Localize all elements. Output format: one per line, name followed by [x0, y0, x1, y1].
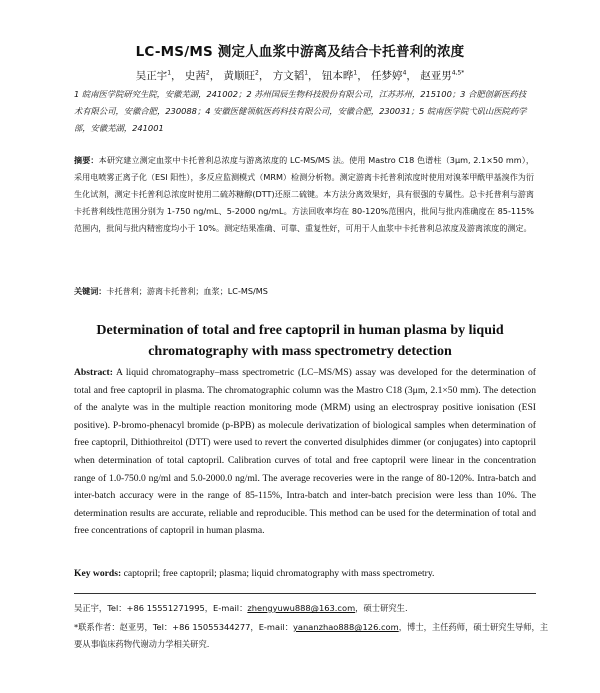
corresponding-author-email-link[interactable]: yananzhao888@126.com: [293, 622, 399, 632]
english-keywords: [74, 568, 536, 579]
english-keywords-label: Key words:: [74, 568, 122, 579]
affiliations: 1 皖南医学院研究生院，安徽芜湖，241002；2 苏州国辰生物科技股份有限公司，江苏苏州，215100；3 合肥创新医药技术有限公司，安徽合肥，230088；4 安徽医健领航医药科技有限公司，安徽合肥，230031；5 皖南医学院弋矶山医院药学部，安徽芜湖，241001: [74, 89, 527, 133]
author: 黄顺旺$^2$: [223, 69, 259, 82]
footnote-divider: [74, 593, 536, 594]
chinese-abstract: [74, 152, 534, 237]
author: 任梦婷$^4$: [371, 69, 407, 82]
author-list: 吴正宇$^1$， 史茜$^2$， 黄顺旺$^2$， 方文韬$^1$， 钮本晔$^1$， 任梦婷$^4$， 赵亚男$^{4,5*}$: [135, 69, 465, 82]
english-keywords-text: captopril; free captopril; plasma; liquid chromatography with mass spectrometry.: [123, 568, 435, 579]
author: 钮本晔$^1$: [321, 69, 358, 82]
first-author-footnote: 吴正宇，Tel：+86 15551271995，E-mail：zhengyuwu888@163.com，硕士研究生.: [74, 603, 408, 613]
author: 史茜$^2$: [184, 69, 210, 82]
corresponding-author-footnote: *联系作者：赵亚男，Tel：+86 15055344277，E-mail：yananzhao888@126.com，博士，主任药师，硕士研究生导师，主要从事临床药物代谢动力学相关研究.: [74, 622, 549, 649]
first-author-email-link[interactable]: zhengyuwu888@163.com: [247, 603, 356, 613]
chinese-title: LC-MS/MS 测定人血浆中游离及结合卡托普利的浓度: [135, 44, 465, 60]
english-abstract: [74, 364, 536, 540]
author: 吴正宇$^1$: [135, 69, 172, 82]
english-abstract-text: A liquid chromatography–mass spectrometric (LC–MS/MS) assay was developed for the determination of total and free captopril in plasma. The chromatographic column was the Mastro C18 (3μm, 2.1×50 mm). The detection of the analyte was in the multiple reaction monitoring mode (MRM) using an electrospray positive ionisation (ESI positive). P-bromo-phenacyl bromide (p-BPB) as molecule derivatization of biological samples when determination of free captopril, Dithiothreitol (DTT) were used to revert the converted disulphides dimmer (or conjugates) into captopril when determination of total captopril. Calibration curves of total and free captopril were linear in the concentration range of 1.0-750.0 ng/ml and 5.0-2000.0 ng/ml. The average recoveries were in the range of 80-120%. Intra-batch and inter-batch accuracy were in the range of 85-115%, Intra-batch and inter-batch precision were less than 10%. The determination results are accurate, reliable and reproducible. This method can be used for the determination of total and free concentrations of captopril in human plasma.: [74, 367, 536, 537]
author: 赵亚男$^{4,5*}$: [420, 69, 465, 82]
chinese-abstract-label: 摘要：: [74, 155, 99, 165]
chinese-abstract-text: 本研究建立测定血浆中卡托普利总浓度与游离浓度的 LC-MS/MS 法。使用 Mastro C18 色谱柱（3μm, 2.1×50 mm），采用电喷雾正离子化（ESI 阳性），多反应监测模式（MRM）检测分析物。测定游离卡托普利浓度时使用对溴苯甲酰甲基溴作为衍生化试剂，测定卡托普利总浓度时使用二硫苏糖醇(DTT)还原二硫键。本方法分离效果好，具有很强的专属性。总卡托普利与游离卡托普利线性范围分别为 1-750 ng/mL、5-2000 ng/mL。方法回收率均在 80-120%范围内，批间与批内准确度在 85-115%范围内，批间与批内精密度均小于 10%。测定结果准确、可靠、重复性好，可用于人血浆中卡托普利总浓度及游离浓度的测定。: [74, 155, 534, 234]
author: 方文韬$^1$: [272, 69, 309, 82]
chinese-keywords-text: 卡托普利；游离卡托普利；血浆；LC-MS/MS: [106, 286, 268, 296]
chinese-keywords-label: 关键词：: [74, 286, 107, 296]
english-abstract-label: Abstract:: [74, 367, 113, 378]
english-title: Determination of total and free captopril in human plasma by liquid chromatography with mass spectrometry detection: [96, 323, 504, 359]
chinese-keywords: [74, 286, 534, 297]
